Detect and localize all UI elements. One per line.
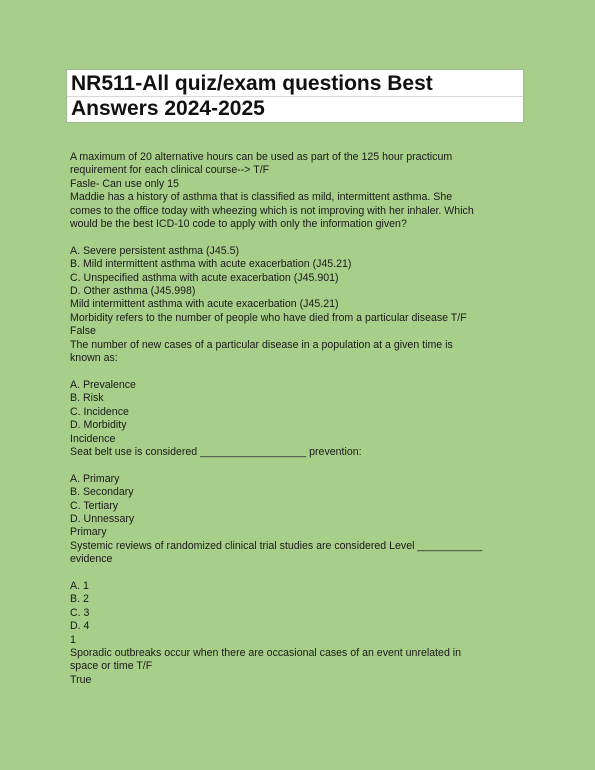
text-line: B. Mild intermittent asthma with acute exacerbation (J45.21) <box>70 258 352 271</box>
text-line: C. Incidence <box>70 405 129 418</box>
document-body <box>70 151 540 687</box>
text-line: Mild intermittent asthma with acute exacerbation (J45.21) <box>70 298 339 311</box>
text-line: Sporadic outbreaks occur when there are occasional cases of an event unrelated in <box>70 646 462 659</box>
text-line: False <box>70 325 96 338</box>
text-line: A. Severe persistent asthma (J45.5) <box>70 244 239 257</box>
text-line: space or time T/F <box>70 660 153 673</box>
blank-line <box>70 365 540 378</box>
text-line: would be the best ICD-10 code to apply with only the information given? <box>70 218 407 231</box>
text-line: requirement for each clinical course--> T/F <box>70 164 270 177</box>
text-line: known as: <box>70 352 118 365</box>
blank-line <box>70 567 540 580</box>
text-line: C. Unspecified asthma with acute exacerbation (J45.901) <box>70 271 339 284</box>
document-title-line-2: Answers 2024-2025 <box>71 97 265 120</box>
text-line: A. Prevalence <box>70 378 136 391</box>
blank-line <box>70 231 540 244</box>
blank-line <box>70 459 540 472</box>
text-line: C. Tertiary <box>70 499 119 512</box>
text-line: Morbidity refers to the number of people who have died from a particular disease T/F <box>70 311 467 324</box>
text-line: D. Unnessary <box>70 512 135 525</box>
text-line: The number of new cases of a particular disease in a population at a given time is <box>70 338 453 351</box>
text-line: B. 2 <box>70 593 89 606</box>
text-line: A. 1 <box>70 579 89 592</box>
document-title-box <box>66 69 524 123</box>
text-line: Primary <box>70 526 107 539</box>
text-line: C. 3 <box>70 606 90 619</box>
text-line: D. Other asthma (J45.998) <box>70 285 196 298</box>
text-line: D. Morbidity <box>70 419 127 432</box>
text-line: True <box>70 673 92 686</box>
text-line: Maddie has a history of asthma that is classified as mild, intermittent asthma. She <box>70 191 453 204</box>
text-line: Systemic reviews of randomized clinical trial studies are considered Level ___________ <box>70 539 483 552</box>
text-line: Seat belt use is considered __________________ prevention: <box>70 445 362 458</box>
text-line: D. 4 <box>70 620 90 633</box>
text-line: A. Primary <box>70 472 120 485</box>
text-line: B. Risk <box>70 392 104 405</box>
text-line: Fasle- Can use only 15 <box>70 177 179 190</box>
text-line: evidence <box>70 553 113 566</box>
text-line: comes to the office today with wheezing which is not improving with her inhaler. Which <box>70 204 474 217</box>
document-title-line-1: NR511-All quiz/exam questions Best <box>71 72 433 95</box>
title-divider <box>67 96 523 97</box>
text-line: Incidence <box>70 432 116 445</box>
text-line: 1 <box>70 633 76 646</box>
text-line: A maximum of 20 alternative hours can be used as part of the 125 hour practicum <box>70 151 453 163</box>
text-line: B. Secondary <box>70 486 134 499</box>
